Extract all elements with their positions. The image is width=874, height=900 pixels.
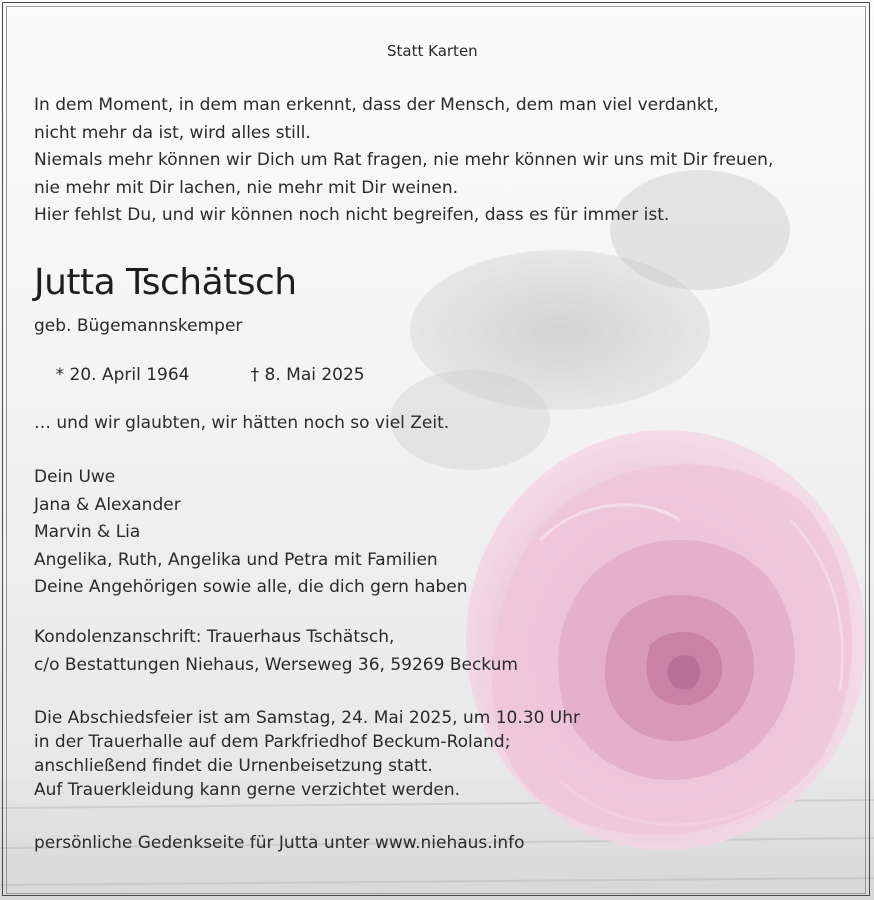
ceremony-line: anschließend findet die Urnenbeisetzung statt. <box>34 756 433 776</box>
poem-line: Hier fehlst Du, und wir können noch nicht begreifen, dass es für immer ist. <box>34 205 670 225</box>
death-date: † 8. Mai 2025 <box>250 365 365 385</box>
ceremony-line: Auf Trauerkleidung kann gerne verzichtet werden. <box>34 780 461 800</box>
maiden-name: geb. Bügemannskemper <box>34 316 243 336</box>
mourners-list <box>34 464 468 602</box>
poem-line: In dem Moment, in dem man erkennt, dass der Mensch, dem man viel verdankt, <box>34 95 719 115</box>
poem-line: nie mehr mit Dir lachen, nie mehr mit Dir weinen. <box>34 177 459 198</box>
poem-line: nicht mehr da ist, wird alles still. <box>34 122 311 143</box>
condolence-address <box>34 624 518 679</box>
memorial-page-link: persönliche Gedenkseite für Jutta unter www.niehaus.info <box>34 833 525 853</box>
mourner-line: Marvin & Lia <box>34 522 141 542</box>
life-dates <box>34 345 365 405</box>
header-statt-karten: Statt Karten <box>387 42 478 60</box>
mourner-line: Angelika, Ruth, Angelika und Petra mit Familien <box>34 549 438 570</box>
quote: … und wir glaubten, wir hätten noch so viel Zeit. <box>34 413 450 433</box>
mourner-line: Deine Angehörigen sowie alle, die dich gern haben <box>34 577 468 597</box>
birth-date: * 20. April 1964 <box>55 365 190 385</box>
mourner-line: Jana & Alexander <box>34 494 181 515</box>
poem-line: Niemals mehr können wir Dich um Rat fragen, nie mehr können wir uns mit Dir freuen, <box>34 150 774 170</box>
condolence-line: Kondolenzanschrift: Trauerhaus Tschätsch, <box>34 627 395 647</box>
mourner-line: Dein Uwe <box>34 467 116 487</box>
ceremony-info <box>34 706 580 802</box>
deceased-name: Jutta Tschätsch <box>34 262 297 303</box>
ceremony-line: in der Trauerhalle auf dem Parkfriedhof Beckum-Roland; <box>34 732 511 752</box>
condolence-line: c/o Bestattungen Niehaus, Werseweg 36, 59269 Beckum <box>34 654 518 675</box>
ceremony-line: Die Abschiedsfeier ist am Samstag, 24. Mai 2025, um 10.30 Uhr <box>34 708 581 728</box>
poem-block <box>34 92 773 230</box>
